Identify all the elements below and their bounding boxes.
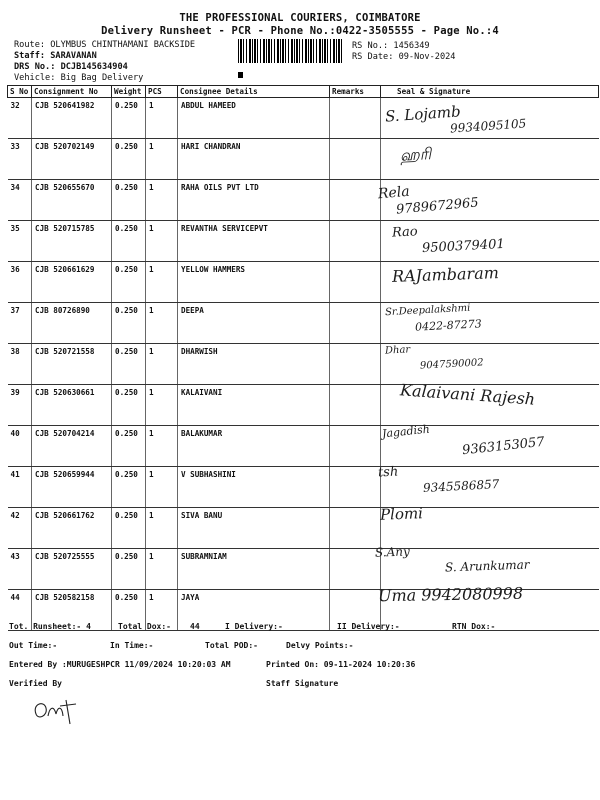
col-pcs: PCS <box>146 86 178 98</box>
handwritten-signature: Uma 9942080998 <box>377 583 524 606</box>
cell-weight: 0.250 <box>112 98 146 139</box>
cell-cno: CJB 520661629 <box>32 262 112 303</box>
cell-cno: CJB 520641982 <box>32 98 112 139</box>
handwritten-phone: 9500379401 <box>421 236 506 257</box>
delvy-points: Delvy Points:- <box>286 641 354 650</box>
staff-label: Staff: SARAVANAN <box>14 51 97 61</box>
handwritten-signature: Rao <box>391 224 419 241</box>
cell-weight: 0.250 <box>112 508 146 549</box>
cell-sno: 32 <box>8 98 32 139</box>
cell-consignee: RAHA OILS PVT LTD <box>178 180 330 221</box>
cell-cno: CJB 520715785 <box>32 221 112 262</box>
cell-consignee: BALAKUMAR <box>178 426 330 467</box>
col-remarks: Remarks <box>330 86 381 98</box>
handwritten-signature: tsh <box>377 464 399 481</box>
handwritten-signature: S. Lojamb <box>384 102 462 126</box>
rtn-dox: RTN Dox:- <box>452 622 496 631</box>
barcode-image <box>238 39 343 63</box>
verifier-signature <box>30 692 80 728</box>
cell-sno: 38 <box>8 344 32 385</box>
total-dox-value: 44 <box>190 622 200 631</box>
col-signature: Seal & Signature <box>381 86 599 98</box>
handwritten-phone: S. Arunkumar <box>444 557 530 575</box>
cell-sno: 40 <box>8 426 32 467</box>
cell-consignee: DEEPA <box>178 303 330 344</box>
handwritten-signature: Sr.Deepalakshmi <box>384 302 471 319</box>
cell-cno: CJB 520725555 <box>32 549 112 590</box>
cell-pcs: 1 <box>146 426 178 467</box>
cell-sno: 36 <box>8 262 32 303</box>
cell-consignee: JAYA <box>178 590 330 631</box>
cell-weight: 0.250 <box>112 303 146 344</box>
table-row <box>8 180 599 221</box>
cell-sno: 34 <box>8 180 32 221</box>
table-row <box>8 508 599 549</box>
table-row <box>8 467 599 508</box>
tot-runsheet: Tot. Runsheet:- 4 <box>9 622 91 631</box>
cell-weight: 0.250 <box>112 221 146 262</box>
cell-weight: 0.250 <box>112 139 146 180</box>
runsheet-table <box>7 85 599 631</box>
handwritten-signature: Plomi <box>379 504 424 524</box>
cell-pcs: 1 <box>146 549 178 590</box>
handwritten-phone: 9047590002 <box>419 357 484 372</box>
cell-consignee: HARI CHANDRAN <box>178 139 330 180</box>
handwritten-phone: 9345586857 <box>422 477 500 495</box>
handwritten-signature: Dhar <box>384 344 411 357</box>
total-pod: Total POD:- <box>205 641 258 650</box>
cell-remarks <box>330 508 381 549</box>
barcode-mark <box>238 72 243 78</box>
cell-consignee: KALAIVANI <box>178 385 330 426</box>
handwritten-phone: 9363153057 <box>461 434 546 459</box>
cell-cno: CJB 520702149 <box>32 139 112 180</box>
cell-remarks <box>330 139 381 180</box>
i-delivery: I Delivery:- <box>225 622 283 631</box>
handwritten-signature: Jagadish <box>381 422 431 441</box>
rs-number: RS No.: 1456349 <box>352 41 430 51</box>
cell-weight: 0.250 <box>112 344 146 385</box>
cell-sno: 35 <box>8 221 32 262</box>
cell-weight: 0.250 <box>112 467 146 508</box>
cell-consignee: REVANTHA SERVICEPVT <box>178 221 330 262</box>
cell-pcs: 1 <box>146 180 178 221</box>
cell-pcs: 1 <box>146 221 178 262</box>
company-title: THE PROFESSIONAL COURIERS, COIMBATORE <box>179 12 421 24</box>
runsheet-title: Delivery Runsheet - PCR - Phone No.:0422-3505555 - Page No.:4 <box>101 25 499 37</box>
handwritten-signature: ஹரி <box>399 144 432 165</box>
cell-consignee: V SUBHASHINI <box>178 467 330 508</box>
cell-consignee: DHARWISH <box>178 344 330 385</box>
cell-weight: 0.250 <box>112 590 146 631</box>
cell-signature <box>381 344 599 385</box>
cell-pcs: 1 <box>146 98 178 139</box>
vehicle-label: Vehicle: Big Bag Delivery <box>14 73 144 83</box>
cell-cno: CJB 520721558 <box>32 344 112 385</box>
cell-sno: 43 <box>8 549 32 590</box>
rs-date: RS Date: 09-Nov-2024 <box>352 52 456 62</box>
handwritten-signature: RAJambaram <box>391 263 500 286</box>
col-sno: S No <box>8 86 32 98</box>
cell-pcs: 1 <box>146 139 178 180</box>
handwritten-signature: Rela <box>377 183 411 203</box>
cell-cno: CJB 520582158 <box>32 590 112 631</box>
cell-sno: 33 <box>8 139 32 180</box>
cell-pcs: 1 <box>146 508 178 549</box>
cell-cno: CJB 80726890 <box>32 303 112 344</box>
in-time: In Time:- <box>110 641 154 650</box>
cell-sno: 42 <box>8 508 32 549</box>
staff-signature-label: Staff Signature <box>266 679 339 688</box>
table-row <box>8 303 599 344</box>
cell-cno: CJB 520659944 <box>32 467 112 508</box>
cell-remarks <box>330 180 381 221</box>
cell-remarks <box>330 426 381 467</box>
drs-number: DRS No.: DCJB145634904 <box>14 62 128 72</box>
total-dox-label: Total Dox:- <box>118 622 171 631</box>
cell-weight: 0.250 <box>112 549 146 590</box>
cell-cno: CJB 520661762 <box>32 508 112 549</box>
table-row <box>8 344 599 385</box>
cell-consignee: SIVA BANU <box>178 508 330 549</box>
cell-pcs: 1 <box>146 467 178 508</box>
cell-sno: 39 <box>8 385 32 426</box>
cell-weight: 0.250 <box>112 262 146 303</box>
cell-pcs: 1 <box>146 303 178 344</box>
cell-remarks <box>330 262 381 303</box>
cell-pcs: 1 <box>146 385 178 426</box>
table-header-row <box>8 86 599 98</box>
cell-weight: 0.250 <box>112 385 146 426</box>
col-consignment: Consignment No <box>32 86 112 98</box>
cell-weight: 0.250 <box>112 426 146 467</box>
cell-remarks <box>330 98 381 139</box>
entered-by: Entered By :MURUGESHPCR 11/09/2024 10:20:03 AM <box>9 660 231 669</box>
cell-remarks <box>330 549 381 590</box>
table-row <box>8 221 599 262</box>
cell-sno: 37 <box>8 303 32 344</box>
cell-sno: 44 <box>8 590 32 631</box>
cell-cno: CJB 520630661 <box>32 385 112 426</box>
cell-consignee: SUBRAMNIAM <box>178 549 330 590</box>
verified-by: Verified By <box>9 679 62 688</box>
cell-pcs: 1 <box>146 590 178 631</box>
cell-sno: 41 <box>8 467 32 508</box>
cell-cno: CJB 520704214 <box>32 426 112 467</box>
handwritten-signature: Kalaivani Rajesh <box>399 380 536 409</box>
ii-delivery: II Delivery:- <box>337 622 400 631</box>
cell-cno: CJB 520655670 <box>32 180 112 221</box>
cell-remarks <box>330 385 381 426</box>
col-consignee: Consignee Details <box>178 86 330 98</box>
cell-remarks <box>330 303 381 344</box>
table-row <box>8 139 599 180</box>
out-time: Out Time:- <box>9 641 58 650</box>
cell-pcs: 1 <box>146 344 178 385</box>
cell-remarks <box>330 467 381 508</box>
cell-remarks <box>330 344 381 385</box>
cell-consignee: ABDUL HAMEED <box>178 98 330 139</box>
handwritten-signature: S.Any <box>374 544 411 560</box>
cell-remarks <box>330 221 381 262</box>
cell-consignee: YELLOW HAMMERS <box>178 262 330 303</box>
cell-weight: 0.250 <box>112 180 146 221</box>
printed-on: Printed On: 09-11-2024 10:20:36 <box>266 660 416 669</box>
handwritten-phone: 9934095105 <box>449 116 527 136</box>
col-weight: Weight <box>112 86 146 98</box>
handwritten-phone: 0422-87273 <box>414 317 483 334</box>
table-row <box>8 262 599 303</box>
route-label: Route: OLYMBUS CHINTHAMANI BACKSIDE <box>14 40 196 50</box>
handwritten-phone: 9789672965 <box>395 195 480 218</box>
cell-pcs: 1 <box>146 262 178 303</box>
